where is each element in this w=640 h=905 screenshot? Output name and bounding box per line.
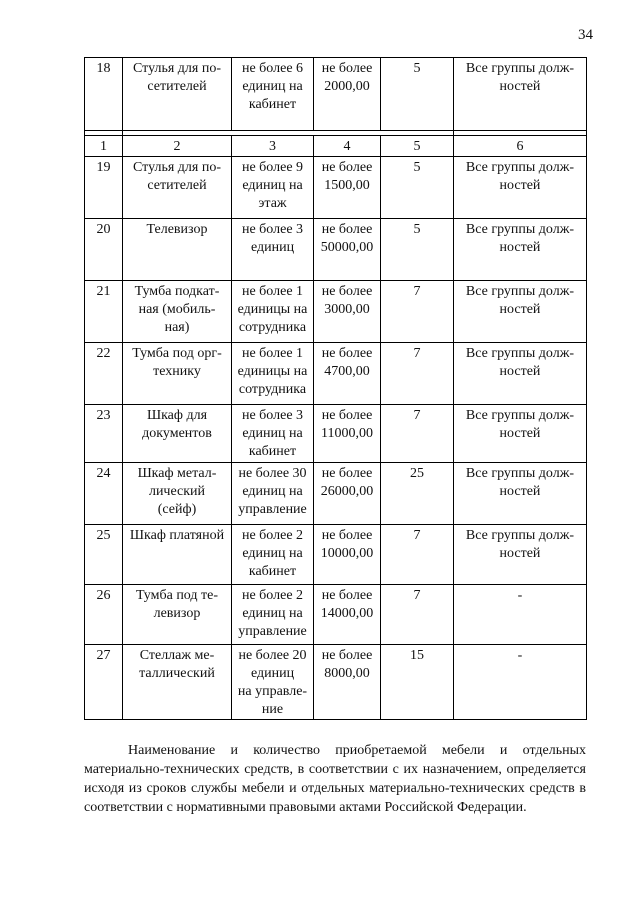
item-name-cell: Шкаф метал- лический (сейф)	[123, 463, 232, 525]
item-name-cell: Стеллаж ме- таллический	[123, 645, 232, 720]
item-name-cell: Стулья для по- сетителей	[123, 157, 232, 219]
price-cell: не более 50000,00	[314, 219, 381, 281]
price-cell: не более 14000,00	[314, 585, 381, 645]
column-number-cell: 6	[454, 136, 587, 157]
position-groups-cell: -	[454, 585, 587, 645]
position-groups-cell: Все группы долж- ностей	[454, 58, 587, 131]
quantity-cell: не более 1 единицы на сотрудника	[232, 281, 314, 343]
row-number-cell: 22	[85, 343, 123, 405]
position-groups-cell: -	[454, 645, 587, 720]
item-name-cell: Шкаф для документов	[123, 405, 232, 463]
column-number-header-row	[85, 136, 587, 157]
table-row	[85, 463, 587, 525]
price-cell: не более 11000,00	[314, 405, 381, 463]
service-term-cell: 7	[381, 281, 454, 343]
row-number-cell: 25	[85, 525, 123, 585]
table-row	[85, 525, 587, 585]
column-number-cell: 2	[123, 136, 232, 157]
table-row	[85, 281, 587, 343]
price-cell: не более 2000,00	[314, 58, 381, 131]
position-groups-cell: Все группы долж- ностей	[454, 463, 587, 525]
price-cell: не более 26000,00	[314, 463, 381, 525]
price-cell: не более 1500,00	[314, 157, 381, 219]
position-groups-cell: Все группы долж- ностей	[454, 157, 587, 219]
row-number-cell: 19	[85, 157, 123, 219]
position-groups-cell: Все группы долж- ностей	[454, 525, 587, 585]
price-cell: не более 4700,00	[314, 343, 381, 405]
item-name-cell: Тумба под те- левизор	[123, 585, 232, 645]
table-row	[85, 58, 587, 131]
item-name-cell: Тумба под орг- технику	[123, 343, 232, 405]
quantity-cell: не более 9 единиц на этаж	[232, 157, 314, 219]
quantity-cell: не более 30 единиц на управление	[232, 463, 314, 525]
row-number-cell: 20	[85, 219, 123, 281]
row-number-cell: 23	[85, 405, 123, 463]
service-term-cell: 5	[381, 157, 454, 219]
service-term-cell: 7	[381, 525, 454, 585]
price-cell: не более 10000,00	[314, 525, 381, 585]
row-number-cell: 18	[85, 58, 123, 131]
service-term-cell: 7	[381, 343, 454, 405]
position-groups-cell: Все группы долж- ностей	[454, 405, 587, 463]
item-name-cell: Тумба подкат- ная (мобиль- ная)	[123, 281, 232, 343]
row-number-cell: 24	[85, 463, 123, 525]
quantity-cell: не более 2 единиц на кабинет	[232, 525, 314, 585]
column-number-cell: 1	[85, 136, 123, 157]
furniture-table	[84, 57, 587, 720]
column-number-cell: 3	[232, 136, 314, 157]
item-name-cell: Шкаф платяной	[123, 525, 232, 585]
item-name-cell: Телевизор	[123, 219, 232, 281]
service-term-cell: 15	[381, 645, 454, 720]
row-number-cell: 21	[85, 281, 123, 343]
footer-paragraph: Наименование и количество приобретаемой мебели и отдельных материально-технических средств, в соответствии с их назначением, определяется исходя из сроков службы мебели и отдельных материально-технических средств в соответствии с нормативными правовыми актами Российской Федерации.	[84, 743, 586, 815]
column-number-cell: 4	[314, 136, 381, 157]
quantity-cell: не более 3 единиц на кабинет	[232, 405, 314, 463]
table-row	[85, 405, 587, 463]
page-number: 34	[578, 27, 593, 43]
position-groups-cell: Все группы долж- ностей	[454, 219, 587, 281]
service-term-cell: 25	[381, 463, 454, 525]
table-row	[85, 343, 587, 405]
quantity-cell: не более 2 единиц на управление	[232, 585, 314, 645]
item-name-cell: Стулья для по- сетителей	[123, 58, 232, 131]
quantity-cell: не более 20 единиц на управле- ние	[232, 645, 314, 720]
quantity-cell: не более 6 единиц на кабинет	[232, 58, 314, 131]
service-term-cell: 7	[381, 405, 454, 463]
service-term-cell: 5	[381, 219, 454, 281]
price-cell: не более 3000,00	[314, 281, 381, 343]
table-row	[85, 157, 587, 219]
service-term-cell: 5	[381, 58, 454, 131]
position-groups-cell: Все группы долж- ностей	[454, 343, 587, 405]
column-number-cell: 5	[381, 136, 454, 157]
table-row	[85, 585, 587, 645]
row-number-cell: 26	[85, 585, 123, 645]
position-groups-cell: Все группы долж- ностей	[454, 281, 587, 343]
row-number-cell: 27	[85, 645, 123, 720]
quantity-cell: не более 3 единиц	[232, 219, 314, 281]
service-term-cell: 7	[381, 585, 454, 645]
table-row	[85, 219, 587, 281]
quantity-cell: не более 1 единицы на сотрудника	[232, 343, 314, 405]
table-row	[85, 645, 587, 720]
price-cell: не более 8000,00	[314, 645, 381, 720]
